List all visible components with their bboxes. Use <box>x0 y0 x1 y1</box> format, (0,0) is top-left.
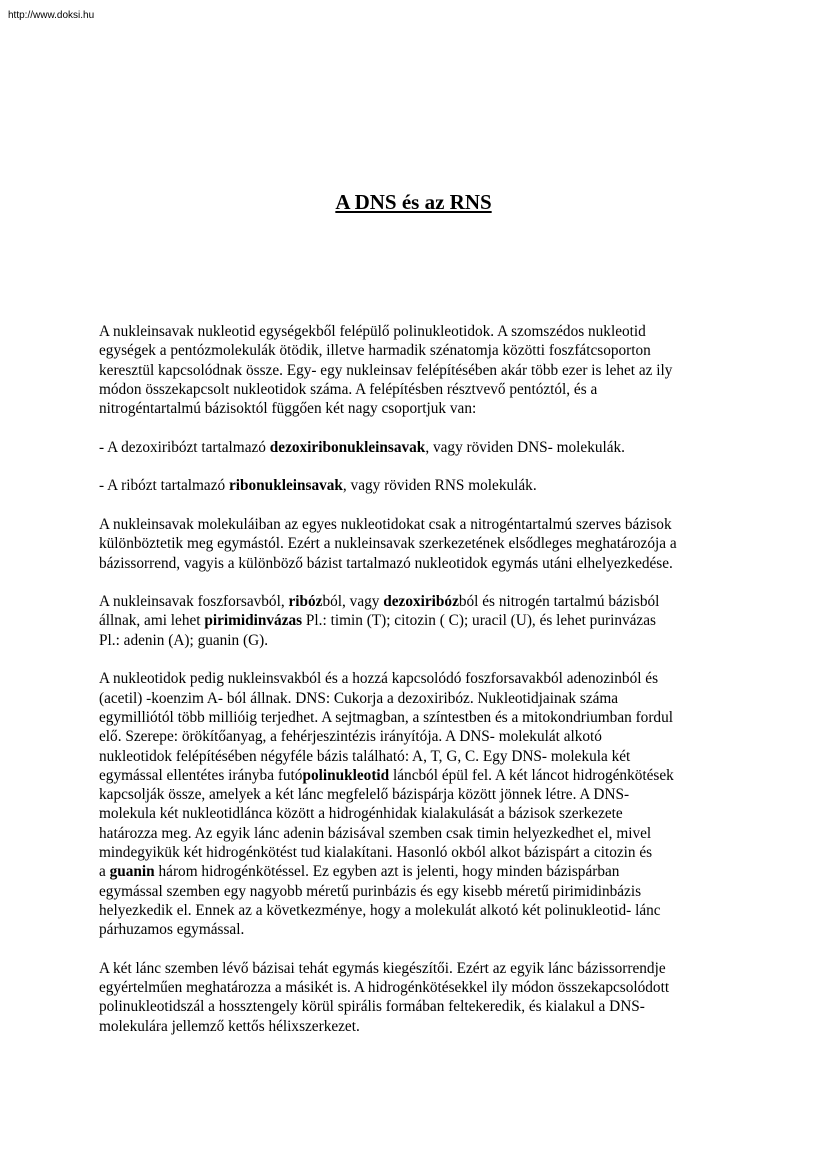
paragraph <box>99 515 739 573</box>
text-run: különböztetik meg egymástól. Ezért a nukleinsavak szerkezetének elsődleges meghatározója a <box>99 535 677 553</box>
text-run: - A dezoxiribózt tartalmazó <box>99 438 270 456</box>
text-line <box>99 438 739 457</box>
text-run: Pl.: timin (T); citozin ( C); uracil (U), és lehet purinvázas <box>302 612 656 630</box>
source-url[interactable]: http://www.doksi.hu <box>8 10 95 21</box>
text-run: A két lánc szemben lévő bázisai tehát egymás kiegészítői. Ezért az egyik lánc bázissorrendje <box>99 959 666 977</box>
paragraph <box>99 592 739 650</box>
text-line <box>99 901 739 920</box>
text-run: nitrogéntartalmú bázisoktól függően két nagy csoportjuk van: <box>99 400 477 418</box>
page-title: A DNS és az RNS <box>335 190 492 214</box>
text-line <box>99 920 739 939</box>
text-line <box>99 534 739 553</box>
text-run: (acetil) -koenzim A- ból állnak. DNS: Cukorja a dezoxiribóz. Nukleotidjainak száma <box>99 689 619 707</box>
text-run: keresztül kapcsolódnak össze. Egy- egy nukleinsav felépítésében akár több ezer is lehet az ily <box>99 361 673 379</box>
bold-term: dezoxiribonukleinsavak <box>269 438 426 456</box>
text-line <box>99 341 739 360</box>
text-line <box>99 669 739 688</box>
text-line <box>99 747 739 766</box>
text-run: módon összekapcsolt nukleotidok száma. A felépítésben résztvevő pentóztól, és a <box>99 380 598 398</box>
bold-term: ribóz <box>288 593 323 611</box>
text-line <box>99 322 739 341</box>
text-run: elő. Szerepe: örökítőanyag, a fehérjeszintézis irányítója. A DNS- molekulát alkotó <box>99 728 602 746</box>
text-run: láncból épül fel. A két láncot hidrogénkötések <box>389 766 674 784</box>
paragraph <box>99 438 739 457</box>
text-run: bázissorrend, vagyis a különböző bázist tartalmazó nukleotidok egymás utáni elhelyezkedése. <box>99 554 673 572</box>
text-line <box>99 785 739 804</box>
text-line <box>99 361 739 380</box>
text-run: egymással szemben egy nagyobb méretű purinbázis és egy kisebb méretű pirimidinbázis <box>99 882 642 900</box>
text-run: A nukleinsavak foszforsavból, <box>99 593 289 611</box>
text-run: kapcsolják össze, amelyek a két lánc megfelelő bázispárja között jönnek létre. A DNS- <box>99 786 630 804</box>
text-run: határozza meg. Az egyik lánc adenin bázisával szemben csak timin helyezkedhet el, mivel <box>99 824 652 842</box>
text-run: egymilliótól több millióig terjedhet. A sejtmagban, a színtestben és a mitokondriumban fordul <box>99 708 673 726</box>
paragraph <box>99 959 739 1036</box>
text-run: egyértelműen meghatározza a másikét is. A hidrogénkötésekkel ily módon összekapcsolódott <box>99 979 670 997</box>
text-run: nukleotidok felépítésében négyféle bázis található: A, T, G, C. Egy DNS- molekula két <box>99 747 631 765</box>
text-run: egységek a pentózmolekulák ötödik, illetve harmadik szénatomja közötti foszfátcsoporton <box>99 342 651 360</box>
bold-term: ribonukleinsavak <box>228 477 343 495</box>
text-line <box>99 843 739 862</box>
text-run: polinukleotidszál a hossztengely körül spirális formában feltekeredik, és kialakul a DNS- <box>99 998 645 1016</box>
text-run: , vagy röviden RNS molekulák. <box>342 477 537 495</box>
text-line <box>99 611 739 630</box>
text-run: ból, vagy <box>322 593 384 611</box>
text-line <box>99 515 739 534</box>
text-run: - A ribózt tartalmazó <box>99 477 229 495</box>
text-run: , vagy röviden DNS- molekulák. <box>425 438 626 456</box>
text-run: három hidrogénkötéssel. Ez egyben azt is jelenti, hogy minden bázispárban <box>154 863 620 881</box>
text-line <box>99 689 739 708</box>
text-line <box>99 804 739 823</box>
text-run: Pl.: adenin (A); guanin (G). <box>99 631 269 649</box>
text-line <box>99 959 739 978</box>
text-run: A nukleotidok pedig nukleinsvakból és a hozzá kapcsolódó foszforsavakból adenozinból és <box>99 670 659 688</box>
text-run: mindegyikük két hidrogénkötést tud kialakítani. Hasonló okból alkot bázispárt a citozin és <box>99 844 653 862</box>
bold-term: dezoxiribóz <box>383 593 459 611</box>
text-run: molekulára jellemző kettős hélixszerkezet. <box>99 1017 360 1035</box>
text-line <box>99 1017 739 1036</box>
text-run: állnak, ami lehet <box>99 612 205 630</box>
text-run: helyezkedik el. Ennek az a következménye, hogy a molekulát alkotó két polinukleotid- lánc <box>99 901 661 919</box>
text-line <box>99 862 739 881</box>
text-run: A nukleinsavak nukleotid egységekből felépülő polinukleotidok. A szomszédos nukleotid <box>99 323 646 340</box>
text-run: egymással ellentétes irányba futó <box>99 766 303 784</box>
text-line <box>99 997 739 1016</box>
text-run: A nukleinsavak molekuláiban az egyes nukleotidokat csak a nitrogéntartalmú szerves bázisok <box>99 515 672 533</box>
text-line <box>99 476 739 495</box>
bold-term: guanin <box>109 863 155 881</box>
paragraph <box>99 476 739 495</box>
text-line <box>99 708 739 727</box>
text-run: molekula két nukleotidlánca között a hidrogénhidak kialakulását a bázisok szerkezete <box>99 805 623 823</box>
text-run: a <box>99 863 110 881</box>
paragraph <box>99 669 739 939</box>
text-line <box>99 824 739 843</box>
text-line <box>99 882 739 901</box>
document-body <box>99 322 739 1055</box>
text-run: ból és nitrogén tartalmú bázisból <box>458 593 660 611</box>
text-line <box>99 978 739 997</box>
paragraph <box>99 322 739 418</box>
bold-term: pirimidinvázas <box>204 612 303 630</box>
text-line <box>99 631 739 650</box>
text-line <box>99 727 739 746</box>
bold-term: polinukleotid <box>302 766 390 784</box>
text-line <box>99 592 739 611</box>
text-line <box>99 380 739 399</box>
text-line <box>99 399 739 418</box>
text-run: párhuzamos egymással. <box>99 921 245 939</box>
text-line <box>99 766 739 785</box>
text-line <box>99 554 739 573</box>
